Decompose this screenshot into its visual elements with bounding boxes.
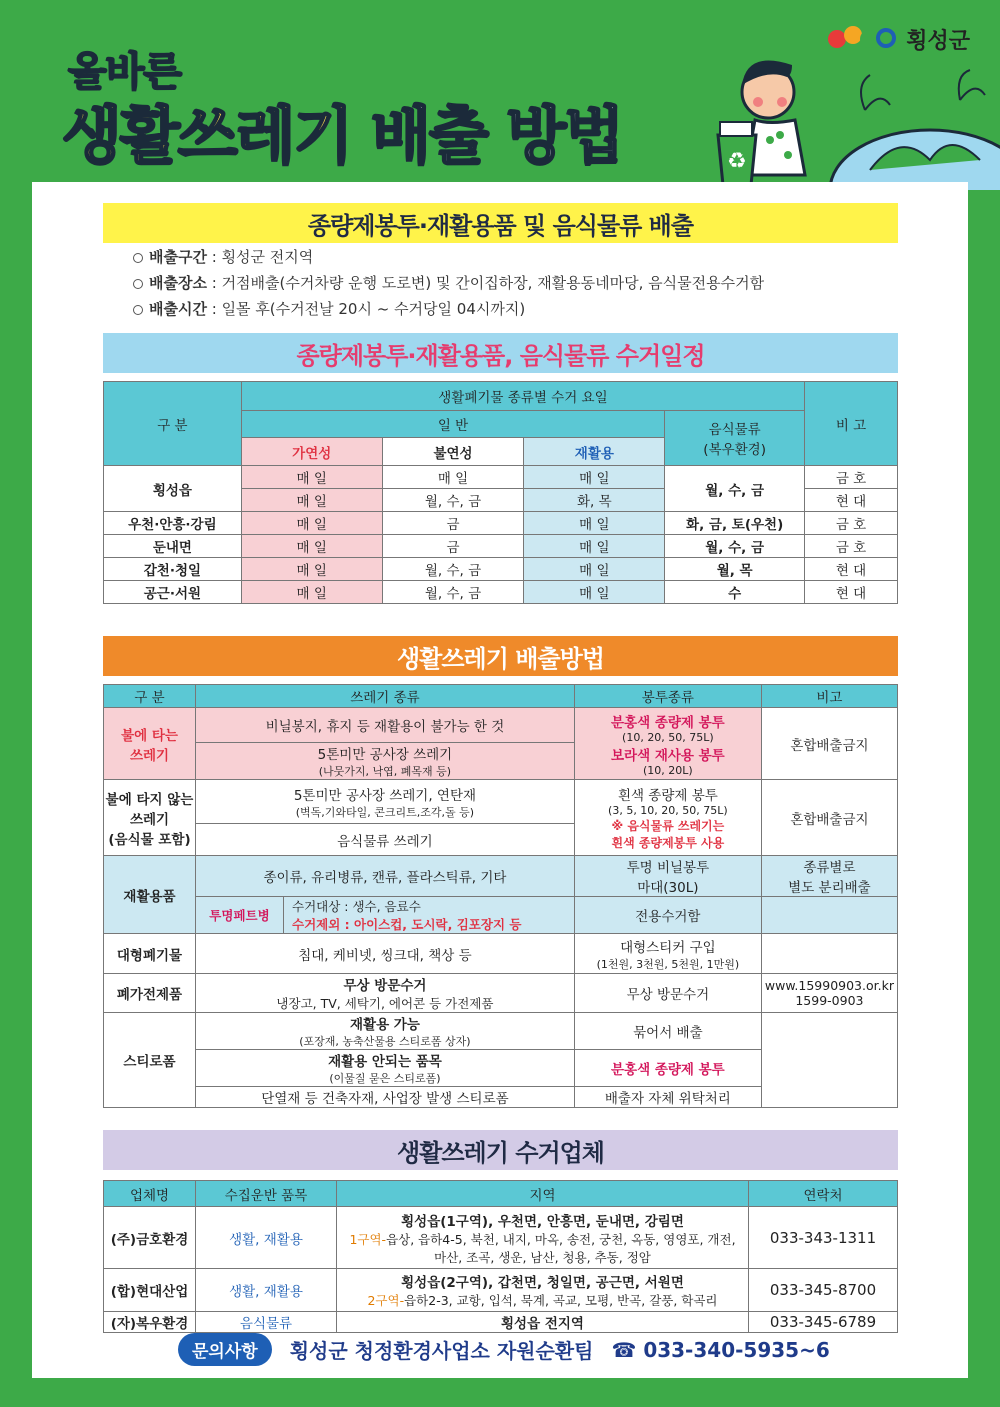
burn-item2 (196, 743, 575, 780)
cell-flam: 매 일 (241, 512, 382, 535)
cell-nonflam: 월, 수, 금 (382, 558, 524, 581)
contact-pill: 문의사항 (178, 1333, 272, 1366)
contact-bar (178, 1333, 830, 1366)
cell-note: 현 대 (805, 581, 898, 604)
cell-food: 월, 수, 금 (665, 535, 805, 558)
recycle-label: 재활용품 (104, 856, 196, 934)
cell-note: 금 호 (805, 535, 898, 558)
row-area: 둔내면 (104, 535, 242, 558)
styro-item1 (196, 1013, 575, 1050)
large-label: 대형폐기물 (104, 934, 196, 974)
th-note: 비 고 (805, 382, 898, 466)
title-yellow: 생활쓰레기 (62, 99, 352, 172)
elec-label: 폐가전제품 (104, 974, 196, 1013)
region-sub-label: 2구역- (367, 1293, 405, 1308)
cell-recycle: 매 일 (524, 512, 665, 535)
recycle-item: 종이류, 유리병류, 캔류, 플라스틱류, 기타 (196, 856, 575, 897)
cell-note: 현 대 (805, 489, 898, 512)
region-main: 횡성읍(1구역), 우천면, 안흥면, 둔내면, 강림면 (401, 1213, 684, 1230)
cell-note: 현 대 (805, 558, 898, 581)
recycle-note: 종류별로 별도 분리배출 (761, 856, 897, 897)
cell-food: 수 (665, 581, 805, 604)
nonburn-bag2-sub: 흰색 종량제봉투 사용 (611, 836, 725, 850)
nonburn-bag (574, 780, 761, 856)
styro-bag1: 묶어서 배출 (574, 1013, 761, 1050)
row-area: 우천·안흥·강림 (104, 512, 242, 535)
info-item (133, 244, 764, 270)
styro-note (761, 1013, 897, 1108)
cell-recycle: 매 일 (524, 466, 665, 489)
styro-bag2: 분홍색 종량제 봉투 (574, 1050, 761, 1087)
info-label: 배출장소 (149, 274, 207, 292)
method-table (103, 684, 898, 1108)
large-bag-label: 대형스티커 구입 (620, 939, 716, 956)
large-bag (574, 934, 761, 974)
cell-recycle: 매 일 (524, 558, 665, 581)
region-sub: 읍상, 읍하4-5, 북천, 내지, 마옥, 송전, 궁천, 옥동, 영영포, 개전, 마산, 조곡, 생운, 남산, 청용, 추동, 정암 (386, 1231, 736, 1265)
company-table (103, 1180, 898, 1333)
info-label: 배출구간 (149, 248, 207, 266)
burn-item2-sub: (나뭇가지, 낙엽, 폐목재 등) (318, 765, 452, 778)
nonburn-bag1: 흰색 종량제 봉투 (617, 788, 718, 804)
burn-label: 불에 타는 쓰레기 (104, 708, 196, 780)
th-top: 생활폐기물 종류별 수거 요일 (241, 382, 804, 411)
cell-nonflam: 금 (382, 535, 524, 558)
burn-item2-label: 5톤미만 공사장 쓰레기 (317, 747, 453, 763)
styro-bag3: 배출자 자체 위탁처리 (574, 1087, 761, 1108)
cell-nonflam: 금 (382, 512, 524, 535)
cell-recycle: 매 일 (524, 535, 665, 558)
nonburn-item2: 음식물류 쓰레기 (196, 824, 575, 856)
mascot-illustration (700, 40, 1000, 190)
cell-recycle: 화, 목 (524, 489, 665, 512)
row-area: 갑천·청일 (104, 558, 242, 581)
company-items: 생활, 재활용 (196, 1269, 337, 1312)
burn-note: 혼합배출금지 (761, 708, 897, 780)
cell-note: 금 호 (805, 466, 898, 489)
cell-flam: 매 일 (241, 581, 382, 604)
th-type: 쓰레기 종류 (196, 685, 575, 708)
company-name: (자)복우환경 (104, 1312, 196, 1333)
cell-food: 월, 목 (665, 558, 805, 581)
th-gubun: 구 분 (104, 382, 242, 466)
large-item: 침대, 케비넷, 씽크대, 책상 등 (196, 934, 575, 974)
th-flam: 가연성 (241, 438, 382, 466)
nonburn-item1-label: 5톤미만 공사장 쓰레기, 연탄재 (293, 787, 477, 804)
burn-bag1-sub: (10, 20, 50, 75L) (622, 730, 714, 744)
company-phone[interactable]: 033-343-1311 (749, 1207, 898, 1269)
info-value: : 일몰 후(수거전날 20시 ~ 수거당일 04시까지) (211, 300, 526, 318)
th-gubun: 구 분 (104, 685, 196, 708)
burn-bag (574, 708, 761, 780)
info-value: : 횡성군 전지역 (211, 248, 314, 266)
pet-target: 수거대상 : 생수, 음료수 (292, 899, 421, 914)
section-heading-disposal: 종량제봉투·재활용품 및 음식물류 배출 (103, 203, 898, 243)
styro-item1-label: 재활용 가능 (349, 1017, 420, 1033)
info-label: 배출시간 (149, 300, 207, 318)
th-bag: 봉투종류 (574, 685, 761, 708)
th-items: 수집운반 품목 (196, 1181, 337, 1207)
table-row (104, 558, 898, 581)
company-region: 횡성읍 전지역 (337, 1312, 749, 1333)
company-phone[interactable]: 033-345-6789 (749, 1312, 898, 1333)
title-small: 올바른 (68, 49, 181, 95)
th-nonflam: 불연성 (382, 438, 524, 466)
styro-item2-label: 재활용 안되는 품목 (328, 1054, 442, 1070)
table-row (104, 581, 898, 604)
styro-item3: 단열재 등 건축자재, 사업장 발생 스티로폼 (196, 1087, 575, 1108)
circle-bullet-icon (133, 253, 143, 263)
circle-bullet-icon (133, 279, 143, 289)
th-name: 업체명 (104, 1181, 196, 1207)
styro-label: 스티로폼 (104, 1013, 196, 1108)
title-white: 배출 방법 (371, 99, 623, 172)
elec-item-label: 무상 방문수거 (343, 978, 427, 994)
section-heading-method: 생활쓰레기 배출방법 (103, 636, 898, 676)
large-note (761, 934, 897, 974)
circle-bullet-icon (133, 305, 143, 315)
styro-item2 (196, 1050, 575, 1087)
th-food-sub: (복우환경) (703, 442, 766, 458)
pet-details (284, 897, 575, 934)
disposal-info-list (133, 244, 764, 322)
table-row (104, 1207, 898, 1269)
burn-bag1: 분홍색 종량제 봉투 (611, 714, 725, 731)
cell-nonflam: 월, 수, 금 (382, 581, 524, 604)
cell-food: 화, 금, 토(우천) (665, 512, 805, 535)
table-row (104, 466, 898, 489)
region-sub-label: 1구역- (349, 1231, 387, 1247)
styro-item2-sub: (이물질 묻은 스티로폼) (329, 1072, 441, 1085)
cell-flam: 매 일 (241, 466, 382, 489)
info-item (133, 270, 764, 296)
cell-nonflam: 매 일 (382, 466, 524, 489)
pet-label: 투명페트병 (196, 897, 284, 934)
elec-item (196, 974, 575, 1013)
company-items: 생활, 재활용 (196, 1207, 337, 1269)
th-region: 지역 (337, 1181, 749, 1207)
schedule-table (103, 381, 898, 604)
pet-note (761, 897, 897, 934)
nonburn-bag1-sub: (3, 5, 10, 20, 50, 75L) (608, 804, 728, 817)
th-note: 비고 (761, 685, 897, 708)
region-main: 횡성읍(2구역), 갑천면, 청일면, 공근면, 서원면 (401, 1275, 684, 1291)
nonburn-label: 불에 타지 않는 쓰레기 (음식물 포함) (104, 780, 196, 856)
company-name: (합)현대산업 (104, 1269, 196, 1312)
section-heading-companies: 생활쓰레기 수거업체 (103, 1130, 898, 1170)
recycle-bag: 투명 비닐봉투 마대(30L) (574, 856, 761, 897)
cell-flam: 매 일 (241, 558, 382, 581)
styro-item1-sub: (포장재, 농축산물용 스티로폼 상자) (299, 1035, 471, 1048)
table-row (104, 1312, 898, 1333)
info-item (133, 296, 764, 322)
burn-bag2: 보라색 재사용 봉투 (611, 747, 725, 764)
th-food-label: 음식물류 (708, 422, 761, 438)
pet-except: 수거제외 : 아이스컵, 도시락, 김포장지 등 (292, 917, 522, 932)
company-region (337, 1269, 749, 1312)
th-recycle: 재활용 (524, 438, 665, 466)
region-sub: 읍하2-3, 교항, 입석, 묵계, 곡교, 모평, 반곡, 갈풍, 학곡리 (404, 1293, 718, 1308)
nonburn-item1-sub: (벽독,기와타일, 콘크리트,조각,돌 등) (295, 805, 475, 819)
nonburn-item1 (196, 780, 575, 824)
th-general: 일 반 (241, 411, 664, 438)
th-phone: 연락처 (749, 1181, 898, 1207)
large-bag-sub: (1천원, 3천원, 5천원, 1만원) (596, 957, 740, 971)
page-title (62, 86, 622, 175)
info-value: : 거점배출(수거차량 운행 도로변) 및 간이집하장, 재활용동네마당, 음식물전용수거함 (211, 274, 765, 292)
elec-note[interactable]: www.15990903.or.kr 1599-0903 (761, 974, 897, 1013)
svg-text:♻: ♻ (727, 149, 747, 174)
company-phone[interactable]: 033-345-8700 (749, 1269, 898, 1312)
nonburn-bag2: ※ 음식물류 쓰레기는 (611, 819, 725, 833)
company-region (337, 1207, 749, 1269)
table-row (104, 512, 898, 535)
th-food (665, 411, 805, 466)
burn-bag2-sub: (10, 20L) (643, 763, 693, 777)
elec-item-sub: 냉장고, TV, 세탁기, 에어콘 등 가전제품 (276, 996, 494, 1011)
table-row (104, 1269, 898, 1312)
contact-phone[interactable]: ☎ 033-340-5935~6 (611, 1337, 830, 1362)
row-area: 횡성읍 (104, 466, 242, 512)
burn-item1: 비닐봉지, 휴지 등 재활용이 불가능 한 것 (196, 708, 575, 743)
section-heading-schedule: 종량제봉투·재활용품, 음식물류 수거일정 (103, 333, 898, 373)
cell-note: 금 호 (805, 512, 898, 535)
cell-flam: 매 일 (241, 489, 382, 512)
pet-bag: 전용수거함 (574, 897, 761, 934)
cell-recycle: 매 일 (524, 581, 665, 604)
logo-text: 횡성군 (906, 28, 970, 54)
table-row (104, 535, 898, 558)
cell-nonflam: 월, 수, 금 (382, 489, 524, 512)
company-name: (주)금호환경 (104, 1207, 196, 1269)
cell-flam: 매 일 (241, 535, 382, 558)
cell-food: 월, 수, 금 (665, 466, 805, 512)
elec-bag: 무상 방문수거 (574, 974, 761, 1013)
nonburn-note: 혼합배출금지 (761, 780, 897, 856)
row-area: 공근·서원 (104, 581, 242, 604)
company-items: 음식물류 (196, 1312, 337, 1333)
contact-dept: 횡성군 청정환경사업소 자원순환팀 (289, 1339, 594, 1363)
